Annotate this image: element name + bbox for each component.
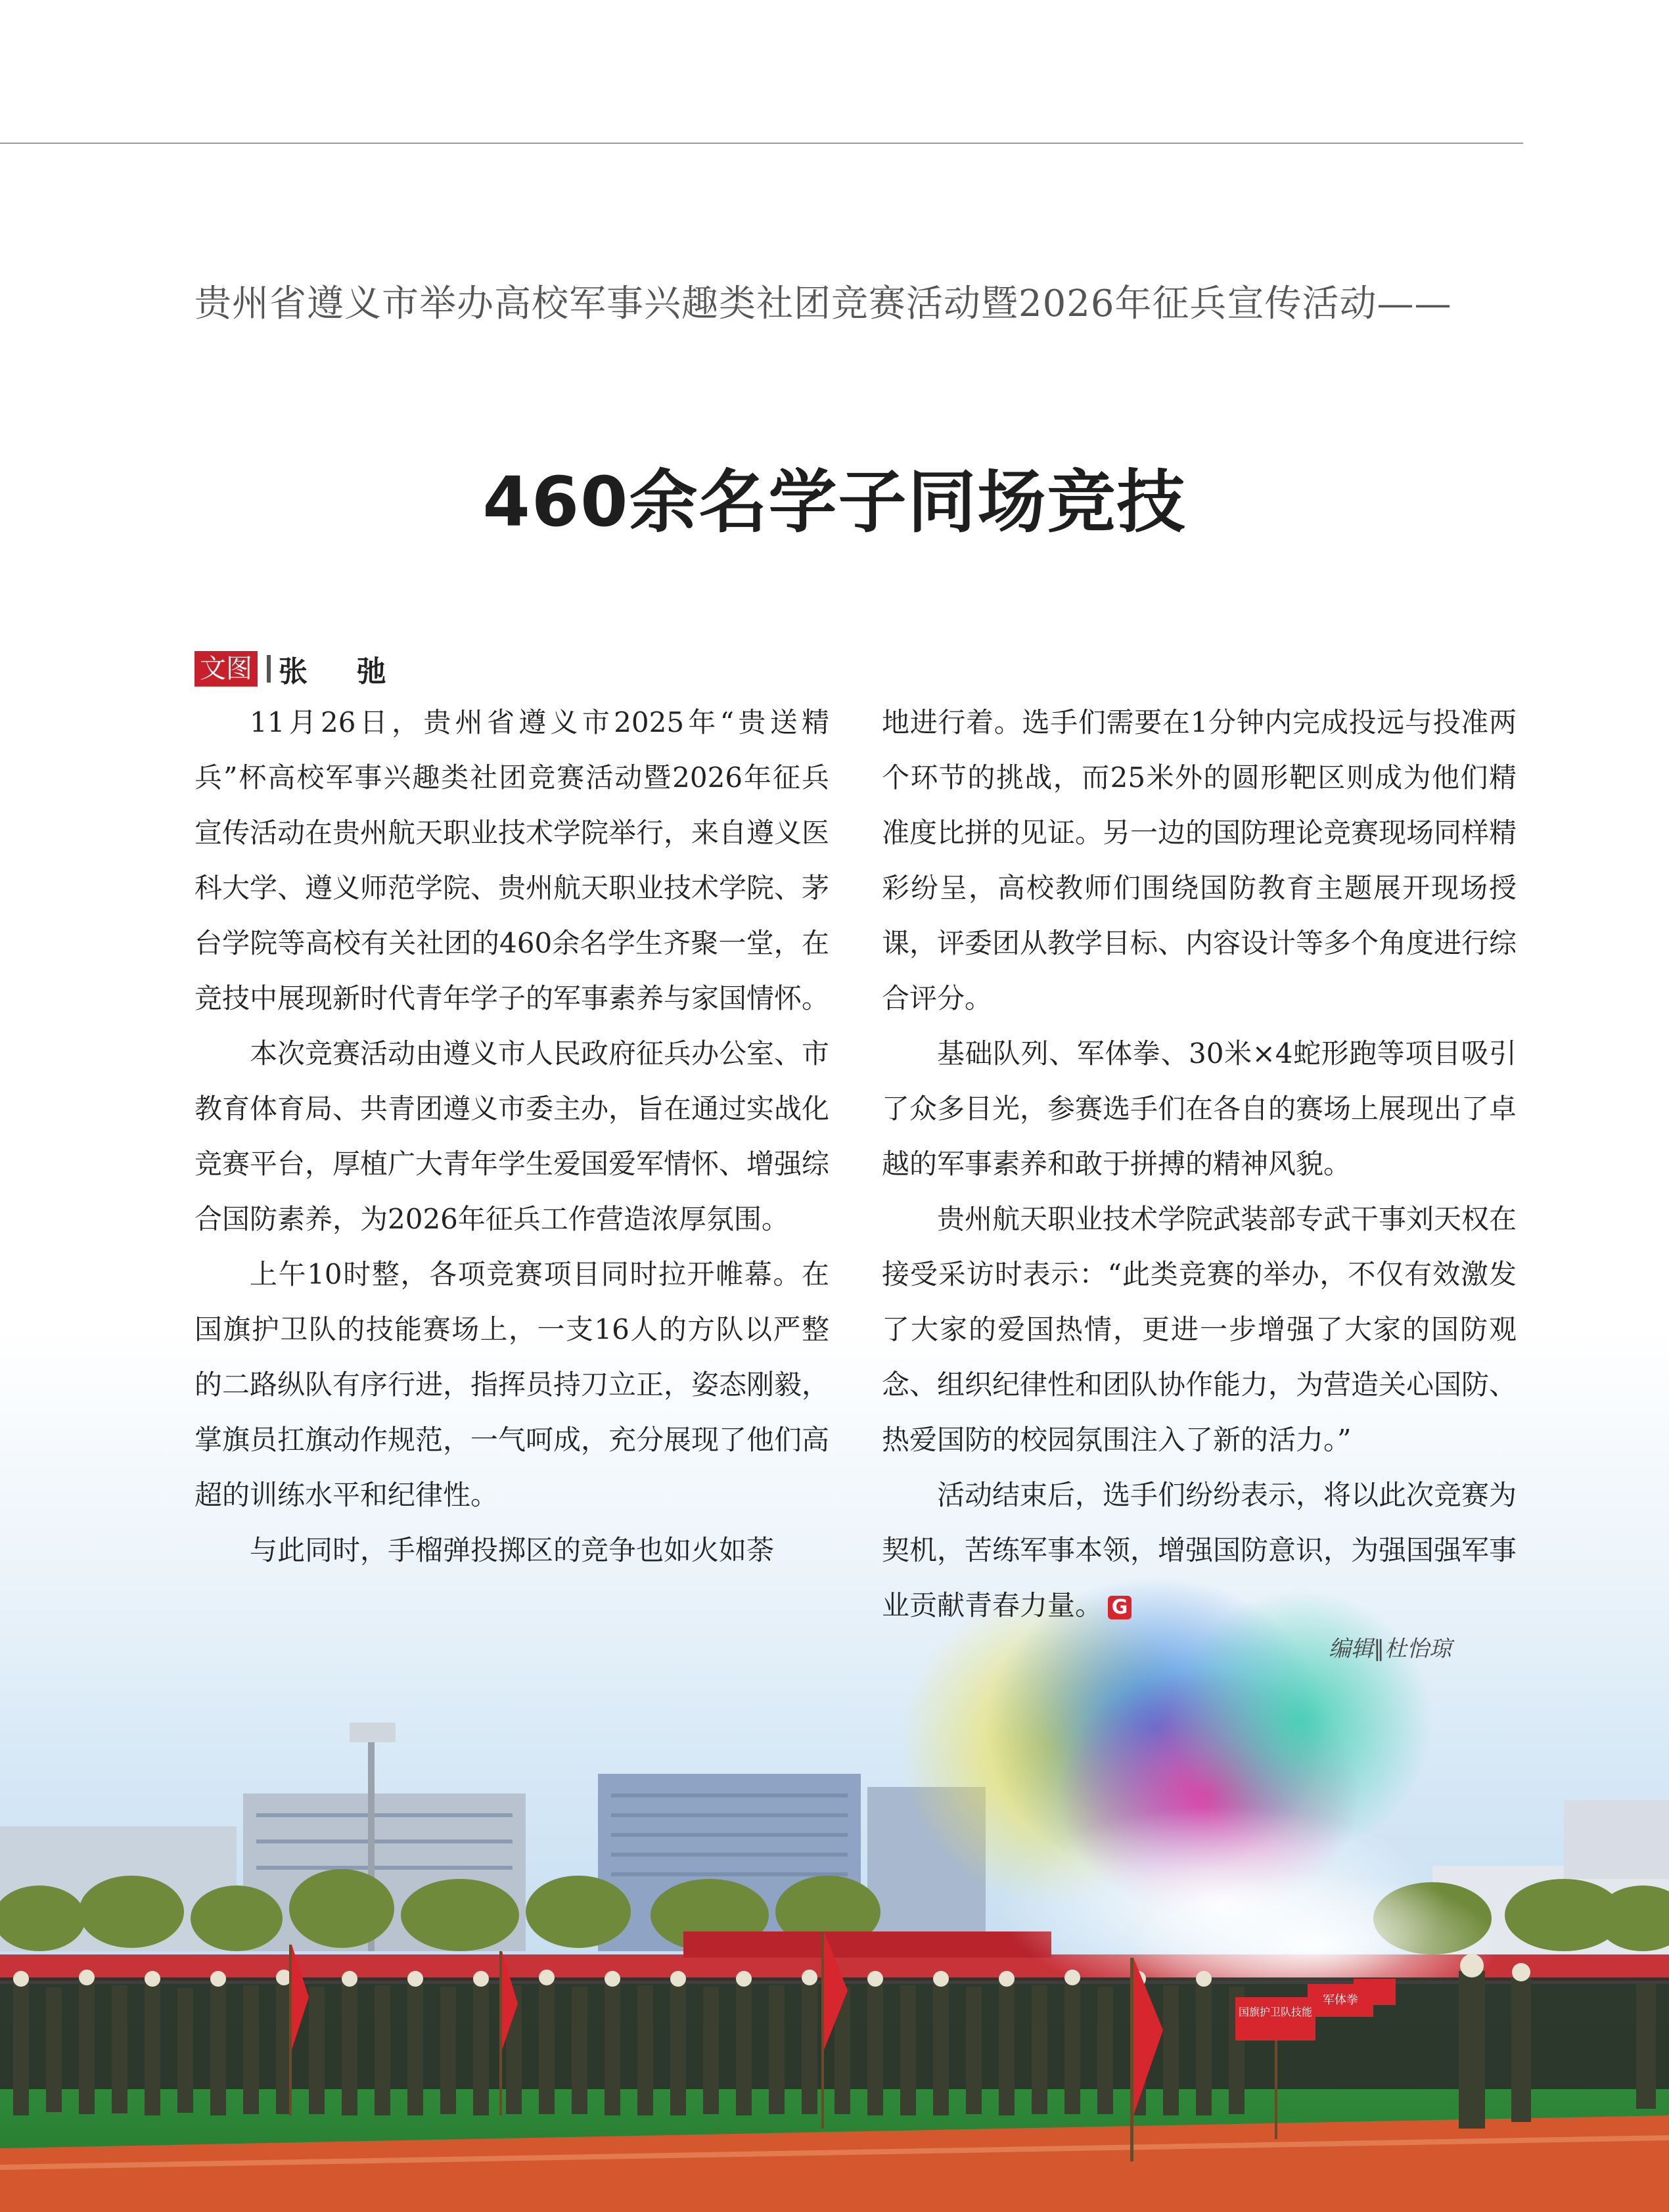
paragraph: 上午10时整，各项竞赛项目同时拉开帷幕。在国旗护卫队的技能赛场上，一支16人的方队以严整的二路纵队有序行进，指挥员持刀立正，姿态刚毅，掌旗员扛旗动作规范，一气呵成，充分展现了他们高超的训练水平和纪律性。	[194, 1258, 830, 1511]
placard-label: 国旗护卫队技能	[1238, 2006, 1313, 2018]
paragraph: 基础队列、军体拳、30米×4蛇形跑等项目吸引了众多目光，参赛选手们在各自的赛场上展现出了卓越的军事素养和敢于拼搏的精神风貌。	[882, 1037, 1517, 1180]
paragraph: 与此同时，手榴弹投掷区的竞争也如火如荼	[250, 1534, 775, 1566]
author-name: 张 弛	[279, 655, 406, 688]
right-column	[882, 695, 1517, 1633]
paragraph-continuation: 地进行着。选手们需要在1分钟内完成投远与投准两个环节的挑战，而25米外的圆形靶区则成为他们精准度比拼的见证。另一边的国防理论竞赛现场同样精彩纷呈，高校教师们围绕国防教育主题展开现场授课，评委团从教学目标、内容设计等多个角度进行综合评分。	[882, 706, 1517, 1014]
byline-separator	[267, 655, 271, 683]
end-mark-icon: G	[1108, 1596, 1132, 1619]
paragraph-final-text: 活动结束后，选手们纷纷表示，将以此次竞赛为契机，苦练军事本领，增强国防意识，为强国强军事业贡献青春力量。	[882, 1479, 1517, 1621]
paragraph: 本次竞赛活动由遵义市人民政府征兵办公室、市教育体育局、共青团遵义市委主办，旨在通过实战化竞赛平台，厚植广大青年学生爱国爱军情怀、增强综合国防素养，为2026年征兵工作营造浓厚氛围。	[194, 1037, 830, 1235]
paragraph: 11月26日，贵州省遵义市2025年“贵送精兵”杯高校军事兴趣类社团竞赛活动暨2026年征兵宣传活动在贵州航天职业技术学院举行，来自遵义医科大学、遵义师范学院、贵州航天职业技术学院、茅台学院等高校有关社团的460余名学生齐聚一堂，在竞技中展现新时代青年学子的军事素养与家国情怀。	[194, 706, 830, 1014]
parade-photo	[0, 1577, 1669, 2212]
editor-credit: 编辑∥杜怡琼	[1329, 1636, 1452, 1662]
paragraph: 贵州航天职业技术学院武装部专武干事刘天权在接受采访时表示：“此类竞赛的举办，不仅有效激发了大家的爱国热情，更进一步增强了大家的国防观念、组织纪律性和团队协作能力，为营造关心国防、热爱国防的校园氛围注入了新的活力。”	[882, 1203, 1517, 1456]
kicker-subtitle: 贵州省遵义市举办高校军事兴趣类社团竞赛活动暨2026年征兵宣传活动——	[194, 282, 1452, 325]
top-rule	[0, 143, 1523, 144]
page-title: 460余名学子同场竞技	[482, 462, 1187, 542]
placard-label: 军体拳	[1323, 1993, 1358, 2007]
byline-tag: 文图	[194, 651, 258, 687]
paragraph-final	[882, 1468, 1517, 1633]
byline	[194, 650, 405, 687]
left-column	[194, 695, 829, 1578]
